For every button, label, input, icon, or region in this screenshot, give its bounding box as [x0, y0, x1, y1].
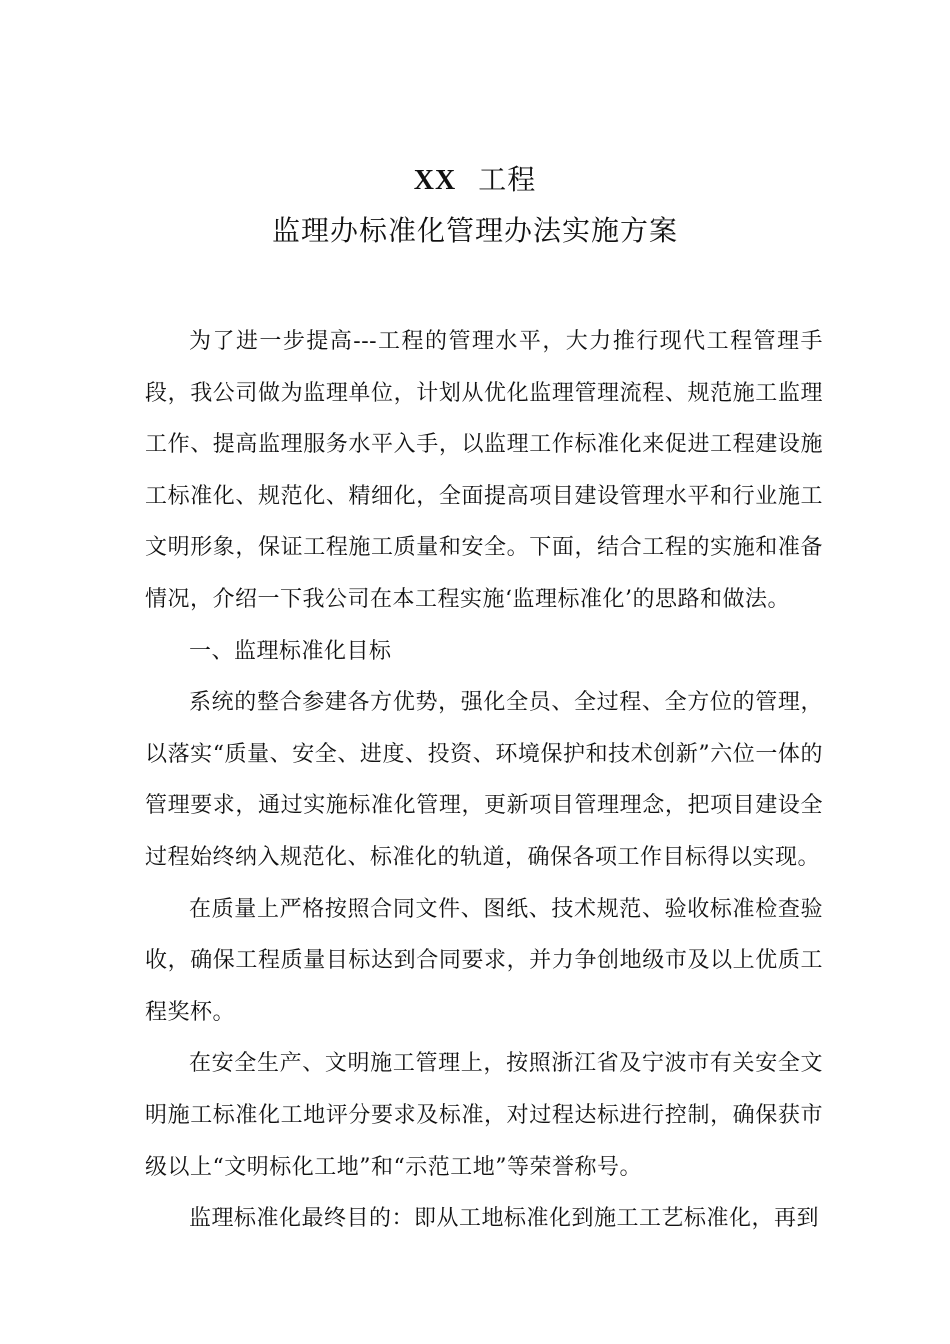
- title-project-suffix: 工程: [478, 163, 537, 196]
- title-project-code: XX: [413, 165, 457, 196]
- document-subtitle: 监理办标准化管理办法实施方案: [271, 214, 678, 247]
- document-title: [0, 160, 950, 201]
- paragraph-quality: 在质量上严格按照合同文件、图纸、技术规范、验收标准检查验收，确保工程质量目标达到合同要求，并力争创地级市及以上优质工程奖杯。: [145, 896, 823, 1025]
- paragraph-final-goal: 监理标准化最终目的：即从工地标准化到施工工艺标准化，再到: [189, 1206, 820, 1232]
- document-body: [145, 316, 823, 1245]
- paragraph-integration: 系统的整合参建各方优势，强化全员、全过程、全方位的管理，以落实“质量、安全、进度、投资、环境保护和技术创新”六位一体的管理要求，通过实施标准化管理，更新项目管理理念，把项目建设全过程始终纳入规范化、标准化的轨道，确保各项工作目标得以实现。: [145, 690, 823, 870]
- section-heading-goals: 一、监理标准化目标: [189, 638, 392, 664]
- paragraph-safety: 在安全生产、文明施工管理上，按照浙江省及宁波市有关安全文明施工标准化工地评分要求及标准，对过程达标进行控制，确保获市级以上“文明标化工地”和“示范工地”等荣誉称号。: [145, 1051, 823, 1180]
- paragraph-intro: 为了进一步提高---工程的管理水平，大力推行现代工程管理手段，我公司做为监理单位，计划从优化监理管理流程、规范施工监理工作、提高监理服务水平入手，以监理工作标准化来促进工程建设施工标准化、规范化、精细化，全面提高项目建设管理水平和行业施工文明形象，保证工程施工质量和安全。下面，结合工程的实施和准备情况，介绍一下我公司在本工程实施‘监理标准化’的思路和做法。: [145, 329, 823, 612]
